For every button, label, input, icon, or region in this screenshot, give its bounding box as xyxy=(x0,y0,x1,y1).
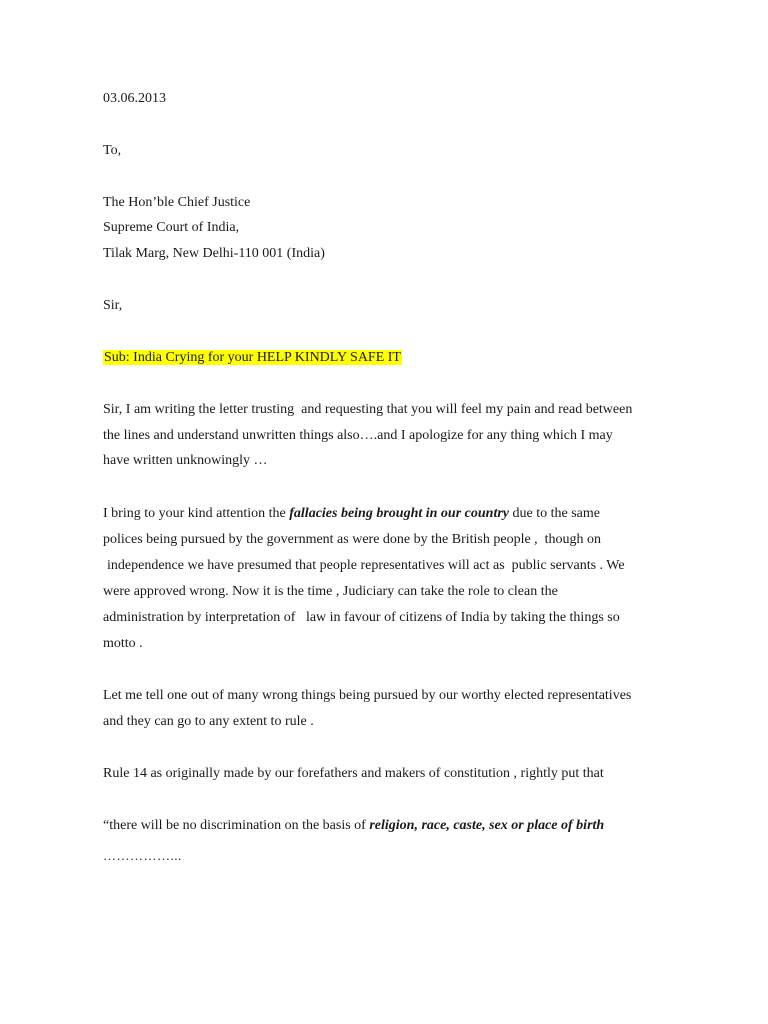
para2-line-4: were approved wrong. Now it is the time , Judiciary can take the role to clean the xyxy=(103,584,558,599)
para3-line-1: Let me tell one out of many wrong things being pursued by our worthy elected representatives xyxy=(103,688,632,703)
subject-highlight: Sub: India Crying for your HELP KINDLY SAFE IT xyxy=(104,350,401,365)
quote-line xyxy=(103,817,604,835)
para2-line-1 xyxy=(103,505,600,523)
para2-pre: I bring to your kind attention the xyxy=(103,506,290,521)
salutation: Sir, xyxy=(103,298,123,313)
para2-line-2: polices being pursued by the government as were done by the British people , though on xyxy=(103,532,602,547)
para1-line-2: the lines and understand unwritten things also….and I apologize for any thing which I may xyxy=(103,428,613,443)
quote-dots: ……………... xyxy=(103,848,182,863)
recipient-line-1: The Hon’ble Chief Justice xyxy=(103,195,251,210)
para1-line-3: have written unknowingly … xyxy=(103,453,268,468)
para2-emphasis: fallacies being brought in our country xyxy=(289,506,510,521)
para4-line: Rule 14 as originally made by our forefathers and makers of constitution , rightly put that xyxy=(103,766,604,781)
recipient-line-3: Tilak Marg, New Delhi-110 001 (India) xyxy=(103,246,325,261)
letter-to: To, xyxy=(103,143,122,158)
para3-line-2: and they can go to any extent to rule . xyxy=(103,714,314,729)
para1-line-1: Sir, I am writing the letter trusting and requesting that you will feel my pain and read between xyxy=(103,402,633,417)
recipient-line-2: Supreme Court of India, xyxy=(103,220,240,235)
subject-line xyxy=(103,349,402,367)
para2-post: due to the same xyxy=(509,506,600,521)
para2-line-6: motto . xyxy=(103,636,143,651)
quote-emphasis: religion, race, caste, sex or place of birth xyxy=(369,818,605,833)
para2-line-3: independence we have presumed that people representatives will act as public servants . We xyxy=(107,558,625,573)
letter-date: 03.06.2013 xyxy=(103,91,166,106)
quote-pre: “there will be no discrimination on the basis of xyxy=(103,818,370,833)
para2-line-5: administration by interpretation of law in favour of citizens of India by taking the things so xyxy=(103,610,620,625)
